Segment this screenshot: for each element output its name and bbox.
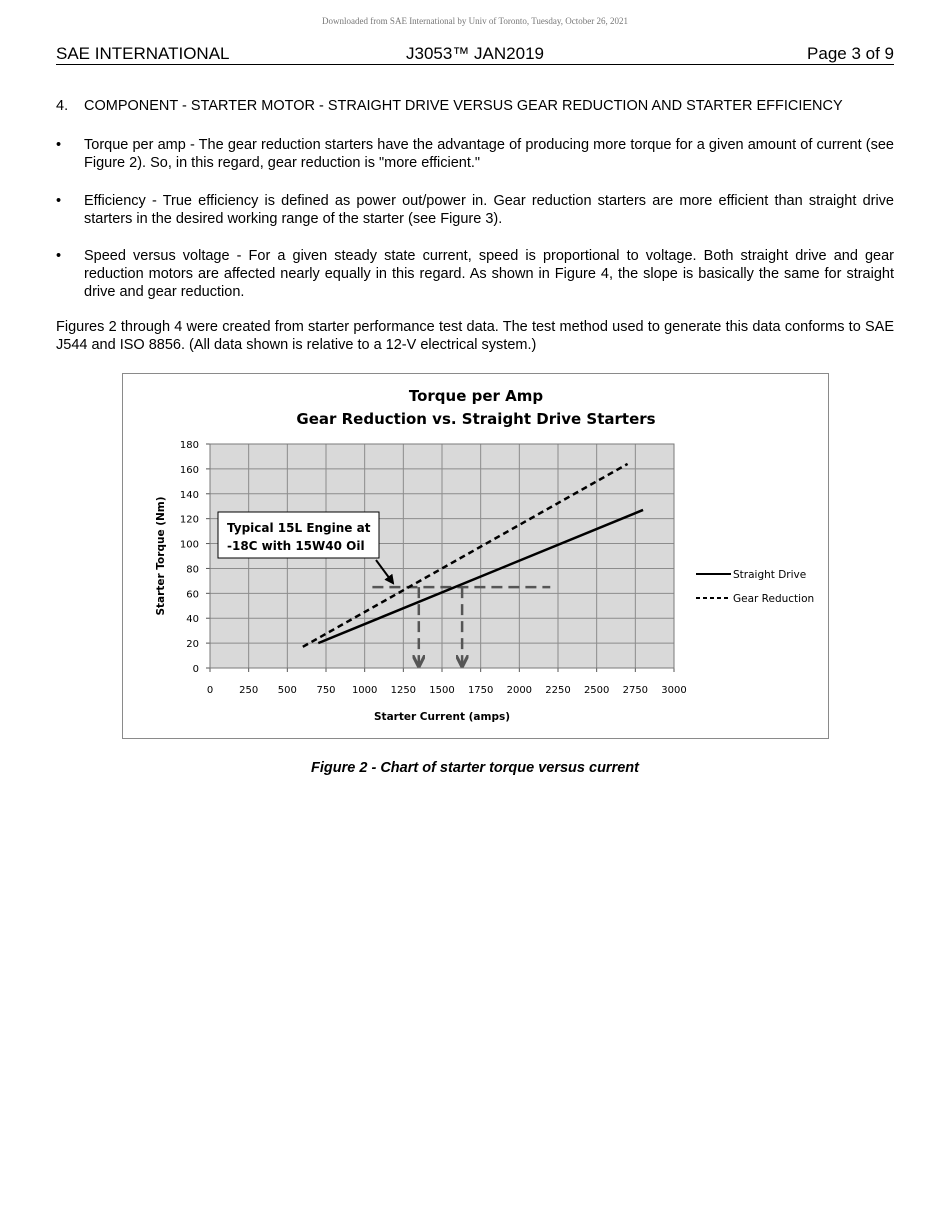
bullet-dot: •: [56, 137, 62, 153]
x-tick-label: 1000: [351, 685, 378, 696]
x-tick-label: 1250: [390, 685, 417, 696]
section-number: 4.: [56, 98, 69, 114]
x-tick-label: 1500: [429, 685, 455, 696]
x-tick-label: 0: [206, 685, 214, 696]
y-tick-label: 80: [186, 564, 199, 576]
x-tick-label: 3000: [661, 685, 687, 696]
x-tick-label: 2500: [583, 685, 610, 696]
legend-label: Straight Drive: [733, 569, 807, 581]
annotation-line-2: -18C with 15W40 Oil: [227, 539, 365, 553]
x-axis-label: Starter Current (amps): [373, 711, 511, 723]
figure-2-frame: [122, 373, 829, 739]
y-tick-label: 140: [179, 489, 199, 501]
bullet-dot: •: [56, 248, 62, 264]
annotation-line-1: Typical 15L Engine at: [227, 521, 371, 535]
y-tick-label: 40: [186, 614, 199, 626]
bullet-speed-vs-voltage: [56, 247, 894, 301]
chart-subtitle: Gear Reduction vs. Straight Drive Starters: [296, 410, 656, 428]
x-tick-label: 2750: [622, 685, 649, 696]
bullet-efficiency: [56, 192, 894, 228]
download-note: Downloaded from SAE International by Univ of Toronto, Tuesday, October 26, 2021: [321, 16, 629, 26]
page-header: [56, 44, 894, 65]
y-tick-label: 160: [179, 464, 199, 476]
y-axis-label: Starter Torque (Nm): [155, 496, 167, 616]
x-tick-label: 2250: [545, 685, 571, 696]
x-tick-label: 1750: [467, 685, 494, 696]
figure-caption: Figure 2 - Chart of starter torque versus current: [311, 760, 639, 776]
y-tick-label: 20: [186, 639, 199, 651]
header-doc-id: J3053™ JAN2019: [406, 44, 544, 63]
test-method-paragraph: Figures 2 through 4 were created from starter performance test data. The test method used to generate this data conforms to SAE J544 and ISO 8856. (All data shown is relative to a 12-V electrical system.): [56, 319, 894, 353]
header-org: SAE INTERNATIONAL: [56, 44, 230, 63]
x-tick-label: 750: [316, 685, 336, 696]
x-tick-label: 2000: [506, 685, 533, 696]
bullet-text: Efficiency - True efficiency is defined as power out/power in. Gear reduction starters are more efficient than straight drive starters in the desired working range of the starter (see Figure 3).: [84, 193, 894, 227]
legend-label: Gear Reduction: [733, 593, 815, 605]
y-tick-label: 100: [179, 539, 199, 551]
x-tick-label: 250: [239, 685, 259, 696]
bullet-torque-per-amp: [56, 136, 894, 172]
section-title: COMPONENT - STARTER MOTOR - STRAIGHT DRIVE VERSUS GEAR REDUCTION AND STARTER EFFICIENCY: [84, 98, 843, 114]
bullet-dot: •: [56, 193, 62, 209]
header-page-number: Page 3 of 9: [807, 44, 894, 63]
y-tick-label: 180: [179, 440, 199, 451]
x-tick-label: 500: [277, 685, 297, 696]
y-tick-label: 0: [192, 664, 199, 675]
bullet-text: Torque per amp - The gear reduction starters have the advantage of producing more torque for a given amount of current (see Figure 2). So, in this regard, gear reduction is "more efficient.": [84, 137, 894, 171]
chart-title: Torque per Amp: [408, 387, 544, 405]
torque-per-amp-chart: [123, 374, 828, 738]
y-tick-label: 60: [186, 589, 199, 601]
y-tick-label: 120: [179, 514, 199, 526]
bullet-text: Speed versus voltage - For a given steady state current, speed is proportional to voltage. Both straight drive and gear reduction motors are affected nearly equally in this regard. As shown in Figure 4, the slope is basically the same for straight drive and gear reduction.: [84, 248, 894, 300]
